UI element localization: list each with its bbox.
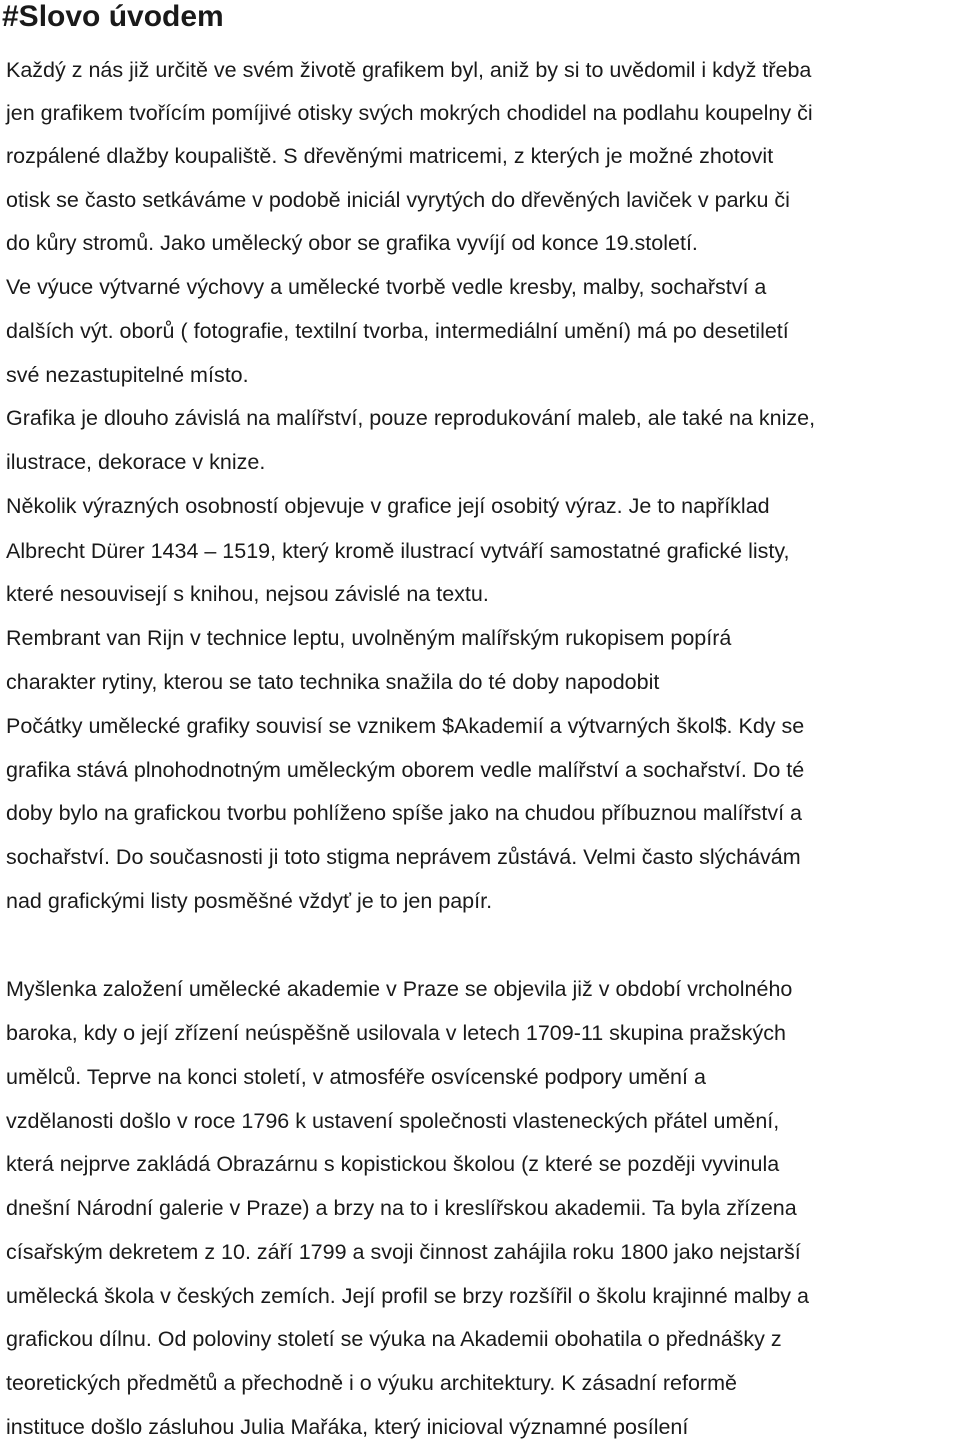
text-line: rozpálené dlažby koupaliště. S dřevěnými matricemi, z kterých je možné zhotovit (6, 144, 774, 168)
text-line: nad grafickými listy posměšné vždyť je to jen papír. (6, 889, 493, 913)
text-line: grafickou dílnu. Od poloviny století se výuka na Akademii obohatila o přednášky z (6, 1327, 782, 1351)
text-line: charakter rytiny, kterou se tato technika snažila do té doby napodobit (6, 670, 660, 694)
page-title: #Slovo úvodem (2, 0, 224, 33)
text-line: umělecká škola v českých zemích. Její profil se brzy rozšířil o školu krajinné malby a (6, 1284, 809, 1308)
text-line: Ve výuce výtvarné výchovy a umělecké tvorbě vedle kresby, malby, sochařství a (6, 275, 767, 299)
text-line: Grafika je dlouho závislá na malířství, pouze reprodukování maleb, ale také na knize, (6, 406, 816, 430)
text-line: dalších výt. oborů ( fotografie, textilní tvorba, intermediální umění) má po desetiletí (6, 319, 789, 343)
text-line: ilustrace, dekorace v knize. (6, 450, 266, 474)
text-line: které nesouvisejí s knihou, nejsou závislé na textu. (6, 582, 489, 606)
text-line: vzdělanosti došlo v roce 1796 k ustavení společnosti vlasteneckých přátel umění, (6, 1109, 780, 1133)
text-line: Albrecht Dürer 1434 – 1519, který kromě ilustrací vytváří samostatné grafické listy, (6, 539, 790, 563)
text-line: Každý z nás již určitě ve svém životě grafikem byl, aniž by si to uvědomil i když třeba (6, 58, 812, 82)
text-line: do kůry stromů. Jako umělecký obor se grafika vyvíjí od konce 19.století. (6, 231, 698, 255)
text-line: Počátky umělecké grafiky souvisí se vznikem $Akademií a výtvarných škol$. Kdy se (6, 714, 805, 738)
text-line: jen grafikem tvořícím pomíjivé otisky svých mokrých chodidel na podlahu koupelny či (6, 101, 813, 125)
text-line: Rembrant van Rijn v technice leptu, uvolněným malířským rukopisem popírá (6, 626, 732, 650)
text-line: Několik výrazných osobností objevuje v grafice její osobitý výraz. Je to například (6, 494, 770, 518)
text-line: umělců. Teprve na konci století, v atmosféře osvícenské podpory umění a (6, 1065, 706, 1089)
text-line: instituce došlo zásluhou Julia Mařáka, který inicioval významné posílení (6, 1415, 689, 1439)
text-line: doby bylo na grafickou tvorbu pohlíženo spíše jako na chudou příbuznou malířství a (6, 801, 802, 825)
text-line: která nejprve zakládá Obrazárnu s kopistickou školou (z které se později vyvinula (6, 1152, 780, 1176)
text-line: dnešní Národní galerie v Praze) a brzy na to i kreslířskou akademii. Ta byla zřízena (6, 1196, 797, 1220)
text-line: otisk se často setkáváme v podobě iniciál vyrytých do dřevěných laviček v parku či (6, 188, 790, 212)
text-line: své nezastupitelné místo. (6, 363, 249, 387)
text-line: císařským dekretem z 10. září 1799 a svoji činnost zahájila roku 1800 jako nejstarší (6, 1240, 801, 1264)
text-line: Myšlenka založení umělecké akademie v Praze se objevila již v období vrcholného (6, 977, 793, 1001)
text-line: teoretických předmětů a přechodně i o výuku architektury. K zásadní reformě (6, 1371, 737, 1395)
text-line: sochařství. Do současnosti ji toto stigma neprávem zůstává. Velmi často slýchávám (6, 845, 801, 869)
text-line: baroka, kdy o její zřízení neúspěšně usilovala v letech 1709-11 skupina pražských (6, 1021, 787, 1045)
text-line: grafika stává plnohodnotným uměleckým oborem vedle malířství a sochařství. Do té (6, 758, 805, 782)
